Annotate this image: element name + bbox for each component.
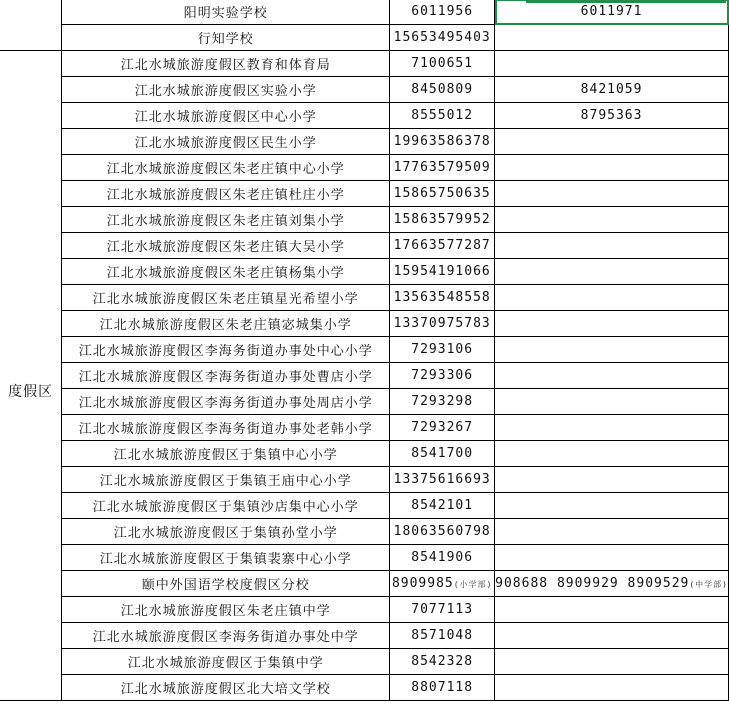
phone-cell[interactable]: 18063560798 bbox=[390, 519, 495, 545]
phone2-cell[interactable] bbox=[495, 207, 729, 233]
category-cell[interactable]: 度假区 bbox=[0, 51, 62, 701]
phone2-cell[interactable]: 8795363 bbox=[495, 103, 729, 129]
phone-cell[interactable]: 7293298 bbox=[390, 389, 495, 415]
phone-value: 8909985 bbox=[391, 576, 454, 591]
table-row bbox=[0, 415, 729, 441]
phone2-cell[interactable] bbox=[495, 129, 729, 155]
table-row bbox=[0, 311, 729, 337]
school-name-cell[interactable]: 江北水城旅游度假区北大培文学校 bbox=[62, 675, 390, 701]
table-row bbox=[0, 233, 729, 259]
school-name-cell[interactable]: 江北水城旅游度假区朱老庄镇中学 bbox=[62, 597, 390, 623]
phone-cell[interactable]: 15653495403 bbox=[390, 25, 495, 51]
table-row bbox=[0, 545, 729, 571]
phone-cell[interactable]: 7293306 bbox=[390, 363, 495, 389]
phone2-cell[interactable] bbox=[495, 467, 729, 493]
table-row bbox=[0, 649, 729, 675]
phone2-cell[interactable] bbox=[495, 233, 729, 259]
phone2-cell[interactable] bbox=[495, 155, 729, 181]
table-row bbox=[0, 103, 729, 129]
school-name-cell[interactable]: 江北水城旅游度假区朱老庄镇星光希望小学 bbox=[62, 285, 390, 311]
table-row bbox=[0, 155, 729, 181]
phone-cell[interactable]: 7293106 bbox=[390, 337, 495, 363]
phone-cell[interactable]: 8807118 bbox=[390, 675, 495, 701]
table-row bbox=[0, 129, 729, 155]
school-name-cell[interactable]: 江北水城旅游度假区李海务街道办事处中心小学 bbox=[62, 337, 390, 363]
phone2-cell[interactable]: 8421059 bbox=[495, 77, 729, 103]
phone2-tag: (中学部) bbox=[689, 580, 728, 589]
school-name-cell[interactable]: 江北水城旅游度假区于集镇中学 bbox=[62, 649, 390, 675]
table-row bbox=[0, 597, 729, 623]
school-name-cell[interactable]: 江北水城旅游度假区于集镇裴寨中心小学 bbox=[62, 545, 390, 571]
category-cell-empty[interactable] bbox=[0, 0, 62, 25]
phone2-cell[interactable] bbox=[495, 259, 729, 285]
table-row bbox=[0, 389, 729, 415]
phone-cell[interactable]: 17763579509 bbox=[390, 155, 495, 181]
table-row bbox=[0, 493, 729, 519]
phone2-value: 908688 8909929 8909529 bbox=[495, 576, 690, 591]
table-row bbox=[0, 441, 729, 467]
phone-cell[interactable]: 15954191066 bbox=[390, 259, 495, 285]
phone-cell[interactable]: 7293267 bbox=[390, 415, 495, 441]
phone2-cell[interactable] bbox=[495, 25, 729, 51]
phone-cell[interactable]: 13563548558 bbox=[390, 285, 495, 311]
school-name-cell[interactable]: 江北水城旅游度假区民生小学 bbox=[62, 129, 390, 155]
table-row bbox=[0, 207, 729, 233]
phone2-cell[interactable] bbox=[495, 285, 729, 311]
school-name-cell[interactable]: 江北水城旅游度假区朱老庄镇中心小学 bbox=[62, 155, 390, 181]
school-name-cell[interactable]: 江北水城旅游度假区于集镇王庙中心小学 bbox=[62, 467, 390, 493]
phone2-cell[interactable] bbox=[495, 363, 729, 389]
phone2-cell[interactable] bbox=[495, 311, 729, 337]
phone-cell[interactable]: 7100651 bbox=[390, 51, 495, 77]
phone2-cell[interactable] bbox=[495, 545, 729, 571]
school-name-cell[interactable]: 江北水城旅游度假区李海务街道办事处周店小学 bbox=[62, 389, 390, 415]
table-row bbox=[0, 181, 729, 207]
phone2-cell[interactable]: 6011971 bbox=[495, 0, 729, 25]
phone-cell[interactable]: 8542101 bbox=[390, 493, 495, 519]
table-row bbox=[0, 571, 729, 597]
table-row bbox=[0, 363, 729, 389]
phone-cell[interactable]: 8541700 bbox=[390, 441, 495, 467]
table-row bbox=[0, 623, 729, 649]
phone-cell[interactable]: 8571048 bbox=[390, 623, 495, 649]
school-name-cell[interactable]: 颐中外国语学校度假区分校 bbox=[62, 571, 390, 597]
school-name-cell[interactable]: 阳明实验学校 bbox=[62, 0, 390, 25]
phone2-cell[interactable] bbox=[495, 415, 729, 441]
phone-cell[interactable]: 8555012 bbox=[390, 103, 495, 129]
phone-cell[interactable] bbox=[390, 571, 495, 597]
table-row bbox=[0, 519, 729, 545]
phone2-cell[interactable] bbox=[495, 493, 729, 519]
table-row bbox=[0, 25, 729, 51]
phone-tag: (小学部) bbox=[453, 580, 493, 589]
phone2-cell[interactable] bbox=[495, 389, 729, 415]
phone-cell[interactable]: 15865750635 bbox=[390, 181, 495, 207]
phone2-cell[interactable] bbox=[495, 649, 729, 675]
school-name-cell[interactable]: 江北水城旅游度假区于集镇孙堂小学 bbox=[62, 519, 390, 545]
school-name-cell[interactable]: 江北水城旅游度假区于集镇中心小学 bbox=[62, 441, 390, 467]
phone-cell[interactable]: 7077113 bbox=[390, 597, 495, 623]
phone2-cell[interactable] bbox=[495, 51, 729, 77]
phone2-cell[interactable] bbox=[495, 337, 729, 363]
table-row bbox=[0, 77, 729, 103]
phone2-cell[interactable] bbox=[495, 441, 729, 467]
phone-cell[interactable]: 8542328 bbox=[390, 649, 495, 675]
phone2-cell[interactable] bbox=[495, 597, 729, 623]
school-name-cell[interactable]: 江北水城旅游度假区李海务街道办事处老韩小学 bbox=[62, 415, 390, 441]
phone-cell[interactable]: 8450809 bbox=[390, 77, 495, 103]
school-name-cell[interactable]: 江北水城旅游度假区中心小学 bbox=[62, 103, 390, 129]
phone2-cell[interactable] bbox=[495, 571, 729, 597]
phone-cell[interactable]: 19963586378 bbox=[390, 129, 495, 155]
table-row bbox=[0, 285, 729, 311]
table-row bbox=[0, 337, 729, 363]
school-name-cell[interactable]: 江北水城旅游度假区李海务街道办事处中学 bbox=[62, 623, 390, 649]
school-name-cell[interactable]: 江北水城旅游度假区实验小学 bbox=[62, 77, 390, 103]
phone-cell[interactable]: 13370975783 bbox=[390, 311, 495, 337]
school-name-cell[interactable]: 江北水城旅游度假区李海务街道办事处曹店小学 bbox=[62, 363, 390, 389]
phone2-cell[interactable] bbox=[495, 675, 729, 701]
table-row bbox=[0, 51, 729, 77]
table-row bbox=[0, 467, 729, 493]
school-name-cell[interactable]: 江北水城旅游度假区教育和体育局 bbox=[62, 51, 390, 77]
phone-cell[interactable]: 8541906 bbox=[390, 545, 495, 571]
school-name-cell[interactable]: 江北水城旅游度假区朱老庄镇杨集小学 bbox=[62, 259, 390, 285]
school-name-cell[interactable]: 江北水城旅游度假区朱老庄镇宓城集小学 bbox=[62, 311, 390, 337]
phone2-cell[interactable] bbox=[495, 181, 729, 207]
phone2-cell[interactable] bbox=[495, 623, 729, 649]
school-name-cell[interactable]: 江北水城旅游度假区朱老庄镇杜庄小学 bbox=[62, 181, 390, 207]
table-row bbox=[0, 0, 729, 25]
school-name-cell[interactable]: 江北水城旅游度假区朱老庄镇大吴小学 bbox=[62, 233, 390, 259]
phone-cell[interactable]: 17663577287 bbox=[390, 233, 495, 259]
school-name-cell[interactable]: 江北水城旅游度假区于集镇沙店集中心小学 bbox=[62, 493, 390, 519]
table-row bbox=[0, 259, 729, 285]
category-cell-empty[interactable] bbox=[0, 25, 62, 51]
phone-cell[interactable]: 6011956 bbox=[390, 0, 495, 25]
selected-cell-indicator bbox=[526, 0, 726, 3]
phone-cell[interactable]: 15863579952 bbox=[390, 207, 495, 233]
school-name-cell[interactable]: 江北水城旅游度假区朱老庄镇刘集小学 bbox=[62, 207, 390, 233]
school-name-cell[interactable]: 行知学校 bbox=[62, 25, 390, 51]
phone2-cell[interactable] bbox=[495, 519, 729, 545]
table-row bbox=[0, 675, 729, 701]
phone-cell[interactable]: 13375616693 bbox=[390, 467, 495, 493]
